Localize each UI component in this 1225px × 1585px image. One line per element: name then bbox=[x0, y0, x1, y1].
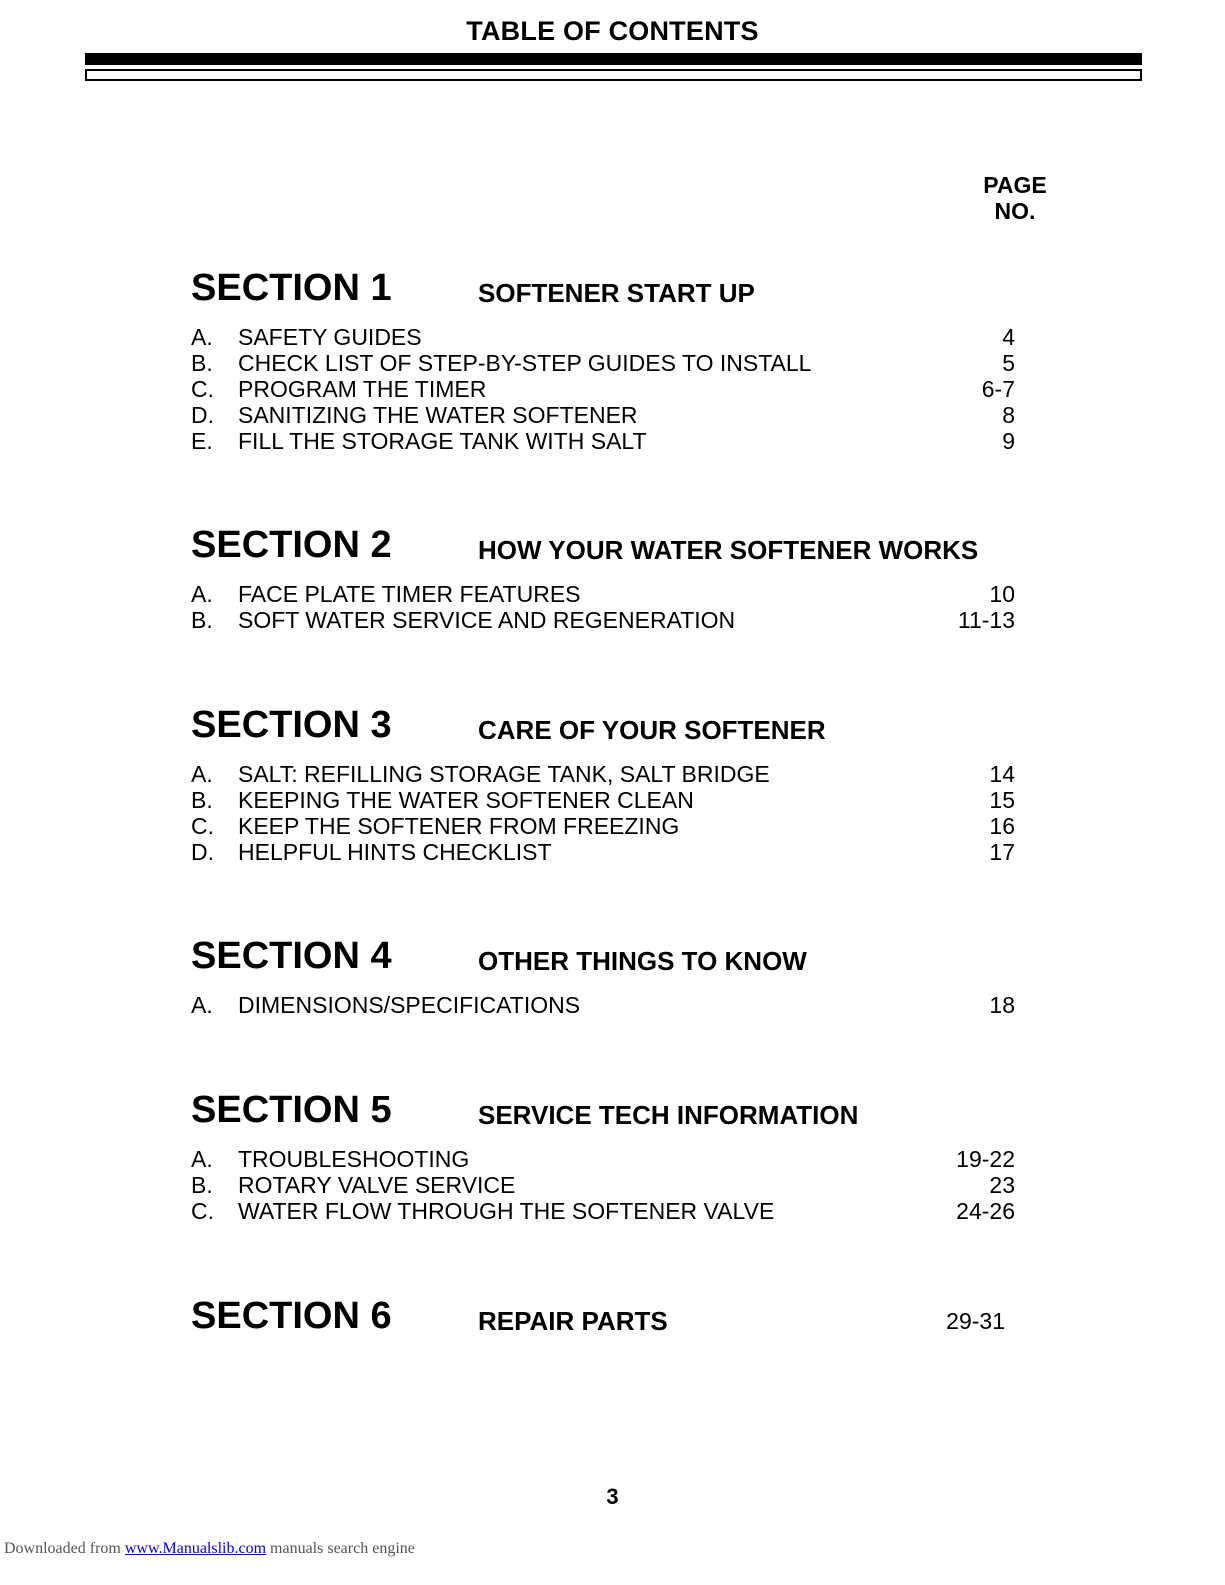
toc-entry[interactable] bbox=[191, 787, 1031, 813]
entry-letter: A. bbox=[191, 992, 213, 1018]
entry-letter: B. bbox=[191, 350, 213, 376]
entry-letter: A. bbox=[191, 761, 213, 787]
page-number: 3 bbox=[606, 1484, 619, 1509]
page-no-column-heading bbox=[955, 172, 1075, 224]
entry-page: 19-22 bbox=[956, 1146, 1015, 1172]
section-number: SECTION 2 bbox=[191, 524, 392, 566]
entry-page: 5 bbox=[1002, 350, 1015, 376]
entry-text: DIMENSIONS/SPECIFICATIONS bbox=[238, 992, 581, 1018]
entry-letter: A. bbox=[191, 324, 213, 350]
entry-page: 15 bbox=[989, 787, 1015, 813]
entry-page: 23 bbox=[989, 1172, 1015, 1198]
toc-entry[interactable] bbox=[191, 992, 1031, 1018]
toc-entry[interactable] bbox=[191, 1146, 1031, 1172]
section-number: SECTION 4 bbox=[191, 935, 392, 977]
section-number: SECTION 1 bbox=[191, 267, 392, 309]
entry-page: 9 bbox=[1002, 428, 1015, 454]
section-6 bbox=[191, 1294, 1031, 1342]
section-title: REPAIR PARTS bbox=[478, 1306, 668, 1336]
entry-page: 14 bbox=[989, 761, 1015, 787]
entry-page: 18 bbox=[989, 992, 1015, 1018]
entry-letter: A. bbox=[191, 581, 213, 607]
entry-page: 17 bbox=[989, 839, 1015, 865]
footer-prefix: Downloaded from bbox=[4, 1540, 125, 1557]
entry-text: KEEP THE SOFTENER FROM FREEZING bbox=[238, 813, 680, 839]
manualslib-link[interactable]: www.Manualslib.com bbox=[124, 1540, 267, 1557]
entry-letter: D. bbox=[191, 402, 214, 428]
entry-page: 24-26 bbox=[956, 1198, 1015, 1224]
entry-text: SANITIZING THE WATER SOFTENER bbox=[238, 402, 638, 428]
entry-letter: C. bbox=[191, 1198, 214, 1224]
entry-letter: C. bbox=[191, 813, 214, 839]
entry-text: CHECK LIST OF STEP-BY-STEP GUIDES TO INSTALL bbox=[238, 350, 812, 376]
toc-entry[interactable] bbox=[191, 324, 1031, 350]
section-number: SECTION 3 bbox=[191, 704, 392, 746]
header-rule-thin bbox=[85, 69, 1142, 81]
entry-text: SALT: REFILLING STORAGE TANK, SALT BRIDGE bbox=[238, 761, 770, 787]
entry-letter: E. bbox=[191, 428, 213, 454]
toc-entry[interactable] bbox=[191, 402, 1031, 428]
section-heading bbox=[191, 703, 1031, 751]
section-2 bbox=[191, 523, 1031, 633]
section-items bbox=[191, 992, 1031, 1018]
download-footer bbox=[4, 1540, 415, 1558]
section-5 bbox=[191, 1088, 1031, 1224]
toc-entry[interactable] bbox=[191, 761, 1031, 787]
entry-letter: C. bbox=[191, 376, 214, 402]
section-3 bbox=[191, 703, 1031, 865]
entry-page: 11-13 bbox=[957, 607, 1015, 633]
page-no-heading-line1: PAGE bbox=[983, 172, 1047, 198]
toc-entry[interactable] bbox=[191, 350, 1031, 376]
header-rule-thick bbox=[85, 53, 1142, 65]
entry-text: PROGRAM THE TIMER bbox=[238, 376, 487, 402]
section-1 bbox=[191, 266, 1031, 454]
section-title: HOW YOUR WATER SOFTENER WORKS bbox=[478, 535, 979, 565]
section-items bbox=[191, 324, 1031, 454]
document-title: TABLE OF CONTENTS bbox=[466, 16, 759, 46]
entry-page: 6-7 bbox=[981, 376, 1015, 402]
toc-entry[interactable] bbox=[191, 376, 1031, 402]
entry-letter: B. bbox=[191, 607, 213, 633]
section-items bbox=[191, 1146, 1031, 1224]
toc-entry[interactable] bbox=[191, 581, 1031, 607]
section-number: SECTION 5 bbox=[191, 1089, 392, 1131]
entry-page: 10 bbox=[989, 581, 1015, 607]
entry-letter: B. bbox=[191, 1172, 213, 1198]
toc-entry[interactable] bbox=[191, 813, 1031, 839]
section-title: SOFTENER START UP bbox=[478, 278, 755, 308]
entry-text: FACE PLATE TIMER FEATURES bbox=[238, 581, 581, 607]
section-heading bbox=[191, 934, 1031, 982]
toc-entry[interactable] bbox=[191, 428, 1031, 454]
section-heading bbox=[191, 1088, 1031, 1136]
entry-letter: D. bbox=[191, 839, 214, 865]
section-4 bbox=[191, 934, 1031, 1018]
footer-suffix: manuals search engine bbox=[266, 1540, 415, 1557]
entry-text: FILL THE STORAGE TANK WITH SALT bbox=[238, 428, 647, 454]
entry-text: HELPFUL HINTS CHECKLIST bbox=[238, 839, 552, 865]
entry-page: 8 bbox=[1002, 402, 1015, 428]
toc-entry[interactable] bbox=[191, 1172, 1031, 1198]
entry-text: TROUBLESHOOTING bbox=[238, 1146, 470, 1172]
entry-letter: B. bbox=[191, 787, 213, 813]
section-heading bbox=[191, 266, 1031, 314]
entry-text: SAFETY GUIDES bbox=[238, 324, 422, 350]
toc-entry[interactable] bbox=[191, 607, 1031, 633]
entry-page: 16 bbox=[989, 813, 1015, 839]
toc-entry[interactable] bbox=[191, 839, 1031, 865]
section-page: 29-31 bbox=[946, 1308, 1005, 1334]
toc-entry[interactable] bbox=[191, 1198, 1031, 1224]
section-number: SECTION 6 bbox=[191, 1295, 392, 1337]
entry-text: KEEPING THE WATER SOFTENER CLEAN bbox=[238, 787, 694, 813]
entry-text: SOFT WATER SERVICE AND REGENERATION bbox=[238, 607, 736, 633]
entry-letter: A. bbox=[191, 1146, 213, 1172]
section-items bbox=[191, 581, 1031, 633]
entry-text: ROTARY VALVE SERVICE bbox=[238, 1172, 516, 1198]
entry-text: WATER FLOW THROUGH THE SOFTENER VALVE bbox=[238, 1198, 775, 1224]
section-title: CARE OF YOUR SOFTENER bbox=[478, 715, 826, 745]
section-heading bbox=[191, 523, 1031, 571]
section-items bbox=[191, 761, 1031, 865]
section-heading bbox=[191, 1294, 1031, 1342]
page-no-heading-line2: NO. bbox=[994, 198, 1036, 224]
section-title: OTHER THINGS TO KNOW bbox=[478, 946, 807, 976]
entry-page: 4 bbox=[1002, 324, 1015, 350]
section-title: SERVICE TECH INFORMATION bbox=[478, 1100, 859, 1130]
